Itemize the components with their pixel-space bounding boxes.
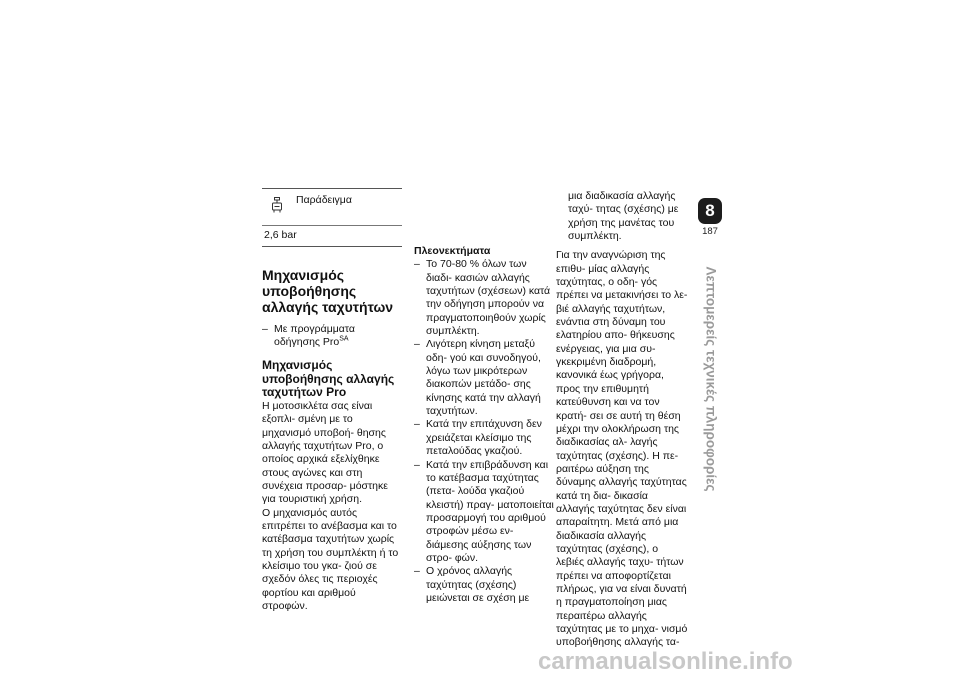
column-3 <box>556 190 688 650</box>
example-box <box>262 188 402 247</box>
section1-list <box>262 323 402 350</box>
section-title-shift-assistant-pro: Μηχανισμός υποβοήθησης αλλαγής ταχυτήτων Pro <box>262 358 395 400</box>
column-2 <box>414 190 554 605</box>
example-header <box>262 189 402 226</box>
paragraph: Η μοτοσικλέτα σας είναι εξοπλι- σμένη με το μηχανισμό υποβοή- θησης αλλαγής ταχυτήτων Pro, ο οποίος αρχικά εξελίχθηκε στους αγώνες και στη συνέχεια προσαρ- μόστηκε για τουριστική χρήση. <box>262 399 388 506</box>
advantages-list <box>414 258 554 605</box>
list-item-continuation: μια διαδικασία αλλαγής ταχύ- τητας (σχέσης) με χρήση της μανέτας του συμπλέκτη. <box>568 190 679 243</box>
list-item: – Λιγότερη κίνηση μεταξύ οδη- γού και συνοδηγού, λόγω των μικρότερων διακοπών μετάδο- σης κίνησης κατά την αλλαγή ταχυτήτων. <box>414 338 554 418</box>
chapter-number-badge: 8 <box>698 198 722 224</box>
example-value: 2,6 bar <box>264 229 297 242</box>
column-2-spacer <box>414 190 554 232</box>
page-number: 187 <box>702 226 718 237</box>
list-item: – Το 70-80 % όλων των διαδι- κασιών αλλαγής ταχυτήτων (σχέσεων) κατά την οδήγηση μπορούν να πραγματοποιηθούν χωρίς συμπλέκτη. <box>414 258 554 338</box>
column-1 <box>262 188 402 613</box>
option-superscript: SA <box>339 335 349 343</box>
list-item <box>262 323 402 350</box>
advantages-title: Πλεονεκτήματα <box>414 245 491 257</box>
paragraph: Για την αναγνώριση της επιθυ- μίας αλλαγής ταχύτητας, ο οδη- γός πρέπει να μετακινήσει το λε- βιέ αλλαγής ταχυτήτων, ενάντια στη δύναμη του ελατηρίου απο- θήκευσης ενέργειας, για μια συ- γκεκριμένη διαδρομή, κανονικά έως γρήγορα, προς την επιθυμητή κατεύθυνση και να τον κρατή- σει σε αυτή τη θέση μέχρι την ολοκλήρωση της διαδικασίας αλ- λαγής ταχύτητας (σχέσης). Η πε- ραιτέρω αύξηση της δύναμης αλλαγής ταχύτητας κατά τη δια- δικασία αλλαγής ταχύτητας δεν είναι απαραίτητη. Μετά από μια διαδικασία αλλαγής ταχύτητας (σχέσης), ο λεβιές αλλαγής ταχυ- τήτων πρέπει να αποφορτίζεται πλήρως, για να είναι δυνατή η πραγματοποίηση μιας περαιτέρω αλλαγής ταχύτητας με το μηχα- νισμό υποβοήθησης αλλαγής τα- <box>556 249 688 649</box>
list-item-text: Με προγράμματα οδήγησης Pro <box>274 322 355 349</box>
section-title-shift-assistant: Μηχανισμός υποβοήθησης αλλαγής ταχυτήτων <box>262 266 394 315</box>
example-label: Παράδειγμα <box>296 194 352 206</box>
tire-pressure-gauge-icon <box>262 191 294 217</box>
list-item: – Κατά την επιβράδυνση και το κατέβασμα ταχύτητας (πετα- λούδα γκαζιού κλειστή) πραγ- ματοποιείται προσαρμογή του αριθμού στροφών μέσω εν- διάμεσης αύξησης των στρο- φών. <box>414 459 554 566</box>
list-item: – Ο χρόνος αλλαγής ταχύτητας (σχέσης) μειώνεται σε σχέση με <box>414 565 554 605</box>
chapter-side-title: Λεπτομερείς τεχνικές πληροφορίες <box>703 266 719 492</box>
list-item: – Κατά την επιτάχυνση δεν χρειάζεται κλείσιμο της πεταλούδας γκαζιού. <box>414 418 554 458</box>
watermark: carmanualsonline.info <box>538 648 793 675</box>
paragraph: Ο μηχανισμός αυτός επιτρέπει το ανέβασμα και το κατέβασμα ταχυτήτων χωρίς τη χρήση του συμπλέκτη ή το κλείσιμο του γκα- ζιού σε σχεδόν όλες τις περιοχές φορτίου και αριθμού στροφών. <box>262 506 399 613</box>
